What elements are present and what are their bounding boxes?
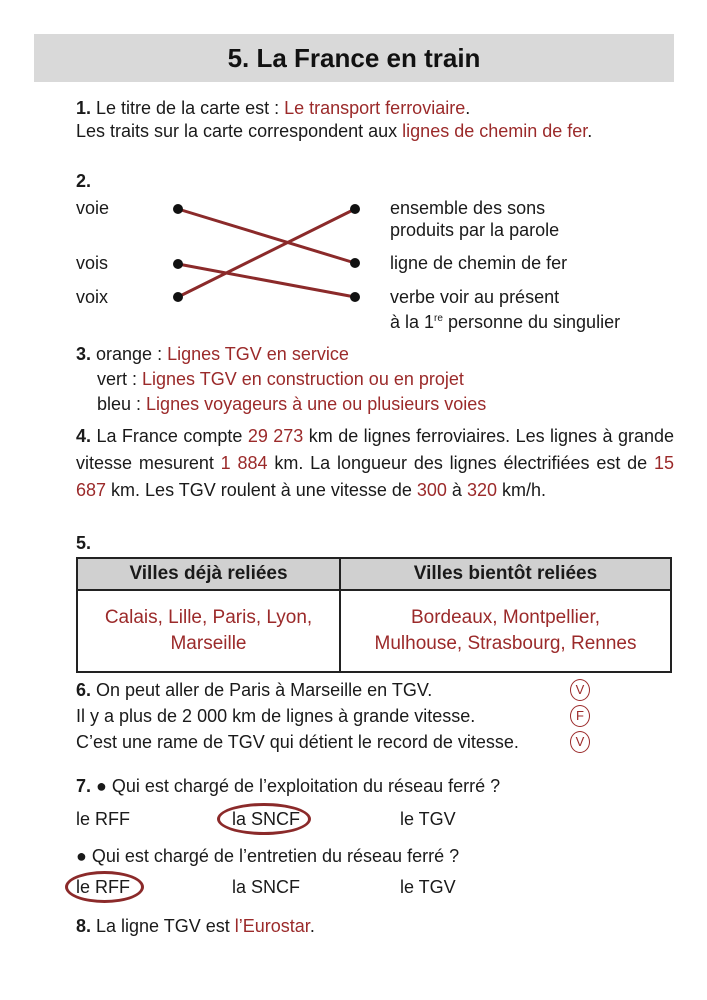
answer-v-circle[interactable]: V	[570, 679, 590, 701]
q8-answer: l’Eurostar	[234, 916, 310, 936]
q3-answer-bleu: Lignes voyageurs à une ou plusieurs voies	[146, 394, 487, 414]
q2-right-3b-rest: personne du singulier	[442, 312, 621, 332]
q7-option-rff-1[interactable]: le RFF	[76, 809, 130, 829]
q2-right-1a: ensemble des sons	[390, 198, 546, 218]
q8-line	[76, 915, 315, 937]
q7-question-1	[76, 775, 500, 797]
cell-connected-line1: Calais, Lille, Paris, Lyon,	[104, 607, 313, 628]
q1-number: 1.	[76, 98, 92, 118]
answer-v-circle[interactable]: V	[570, 731, 590, 753]
q3-answer-vert: Lignes TGV en construction ou en projet	[142, 369, 464, 389]
q3-label-bleu: bleu :	[97, 394, 147, 414]
dot-icon	[350, 204, 360, 214]
q4-t1: La France compte	[91, 426, 248, 446]
cell-connected	[77, 590, 340, 672]
q1-period: .	[465, 98, 471, 118]
q6-statement-1	[76, 679, 432, 701]
q4-t3: km. La longueur des lignes électrifiées est de	[267, 453, 654, 473]
q2-number: 2.	[76, 171, 92, 191]
dot-icon	[350, 292, 360, 302]
q7-q1-text: ● Qui est chargé de l’exploitation du réseau ferré ?	[91, 776, 501, 796]
q4-paragraph	[76, 423, 674, 504]
link-voie	[178, 209, 355, 263]
q4-value-lgv: 1 884	[220, 453, 268, 473]
cell-soon-line1: Bordeaux, Montpellier,	[410, 607, 601, 628]
q3-number: 3.	[76, 344, 92, 364]
q1-answer2: lignes de chemin de fer	[402, 121, 588, 141]
q5-number: 5.	[76, 533, 92, 553]
page-title: 5. La France en train	[227, 42, 481, 73]
q4-t2: km de lignes ferroviaires. Les lignes à grande vitesse mesurent	[76, 426, 674, 473]
q3-line2	[97, 368, 464, 390]
answer-f-circle[interactable]: F	[570, 705, 590, 727]
cell-soon	[340, 590, 671, 672]
dot-icon	[173, 259, 183, 269]
q2-right-3b-text: à la 1	[390, 312, 435, 332]
q7-option-tgv-2[interactable]: le TGV	[400, 877, 456, 897]
q8-period: .	[309, 916, 315, 936]
q2-right-2: ligne de chemin de fer	[390, 253, 568, 273]
table-header-connected: Villes déjà reliées	[77, 558, 340, 590]
q2-left-voix: voix	[76, 287, 109, 307]
q7-option-tgv-1[interactable]: le TGV	[400, 809, 456, 829]
q8-text: La ligne TGV est	[91, 916, 235, 936]
q4-value-speed-max: 320	[466, 480, 497, 500]
cell-connected-line2: Marseille	[170, 633, 247, 654]
q2-superscript: re	[434, 313, 443, 324]
q7-question-2: ● Qui est chargé de l’entretien du réseau ferré ?	[76, 846, 460, 866]
q2-right-3a: verbe voir au présent	[390, 287, 560, 307]
q3-label-orange: orange :	[91, 344, 168, 364]
selected-circle-sncf	[217, 803, 311, 835]
q8-number: 8.	[76, 916, 92, 936]
q4-value-total: 29 273	[247, 426, 304, 446]
q3-line3	[97, 393, 486, 415]
q7-option-sncf-2[interactable]: la SNCF	[232, 877, 301, 897]
q4-t4: km. Les TGV roulent à une vitesse de	[106, 480, 417, 500]
q4-value-electrified: 15 687	[76, 453, 674, 500]
dot-icon	[173, 292, 183, 302]
cities-table	[76, 557, 672, 673]
q6-statement-3: C’est une rame de TGV qui détient le record de vitesse.	[76, 732, 519, 752]
dot-icon	[350, 258, 360, 268]
selected-circle-rff	[65, 871, 144, 903]
q7-option-rff-2[interactable]: le RFF	[76, 877, 130, 897]
q6-statement-2: Il y a plus de 2 000 km de lignes à grande vitesse.	[76, 706, 476, 726]
q3-line1	[76, 343, 349, 365]
q4-t5: à	[446, 480, 467, 500]
cell-soon-line2: Mulhouse, Strasbourg, Rennes	[374, 633, 637, 654]
q2-left-vois: vois	[76, 253, 109, 273]
q2-right-1b: produits par la parole	[390, 220, 560, 240]
q1-text: Le titre de la carte est :	[91, 98, 285, 118]
table-header-soon: Villes bientôt reliées	[340, 558, 671, 590]
q6-text-1: On peut aller de Paris à Marseille en TGV.	[91, 680, 433, 700]
q7-number: 7.	[76, 776, 92, 796]
q4-t6: km/h.	[496, 480, 546, 500]
q1-period2: .	[587, 121, 593, 141]
q2-left-voie: voie	[76, 198, 110, 218]
q1-answer1: Le transport ferroviaire	[284, 98, 466, 118]
link-vois	[178, 264, 355, 297]
q6-number: 6.	[76, 680, 92, 700]
q3-answer-orange: Lignes TGV en service	[167, 344, 349, 364]
dot-icon	[173, 204, 183, 214]
q4-value-speed-min: 300	[416, 480, 447, 500]
q1-text2: Les traits sur la carte correspondent aux	[76, 121, 403, 141]
q3-label-vert: vert :	[97, 369, 143, 389]
q7-option-sncf-1[interactable]: la SNCF	[232, 809, 301, 829]
link-voix	[178, 209, 355, 297]
q4-number: 4.	[76, 426, 92, 446]
